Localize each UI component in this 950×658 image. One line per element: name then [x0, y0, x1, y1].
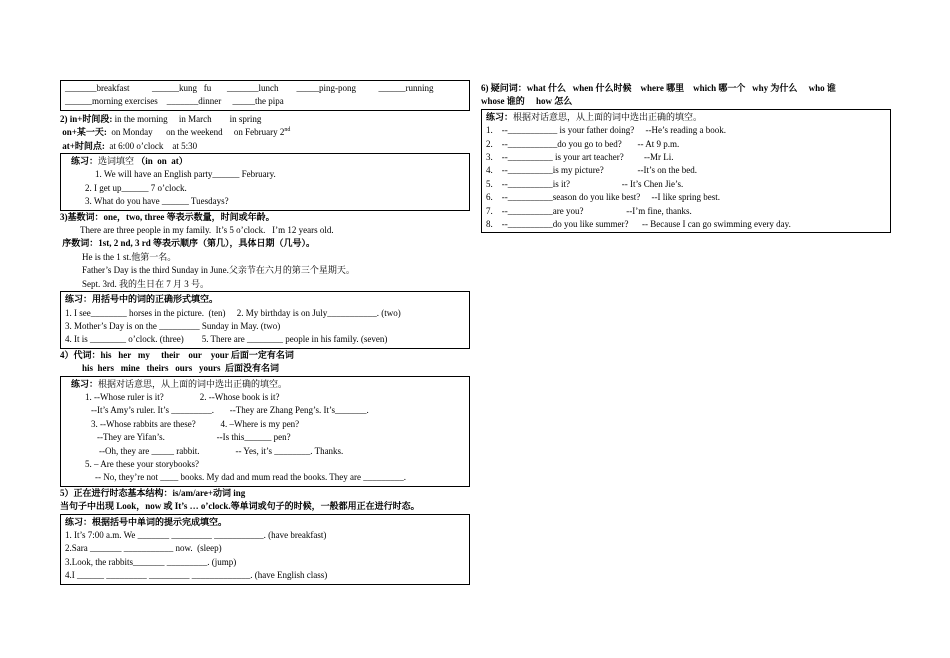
section-title: whose 谁的 how 怎么 [481, 96, 573, 107]
exercise-item: 3. Mother’s Day is on the _________ Sunday in May. (two) [65, 320, 281, 331]
superscript: nd [284, 127, 291, 134]
exercise-heading: 练习：用括号中的词的正确形式填空。 [65, 294, 219, 305]
exercise-label: 练习： [71, 378, 99, 389]
section-title: 序数词：1st, 2 nd, 3 rd 等表示顺序（第几），具体日期（几号）。 [60, 238, 316, 249]
section-text: Father’s Day is the third Sunday in June.父亲节在六月的第三个星期天。 [82, 265, 355, 276]
section-text: at 6:00 o’clock at 5:30 [107, 140, 198, 151]
exercise-heading: 练习：根据括号中单词的提示完成填空。 [65, 516, 228, 527]
vocab-line: ______morning exercises _______dinner _____the pipa [65, 96, 284, 107]
section-text: Sept. 3rd. 我的生日在 7 月 3 号。 [82, 278, 209, 289]
exercise-label: 练习： [71, 156, 99, 167]
exercise-heading [65, 378, 465, 391]
section-title: 2) in+时间段: [60, 113, 115, 124]
section-text: He is the 1 st.他第一名。 [82, 251, 177, 262]
section-title: at+时间点: [60, 140, 108, 151]
exercise-item: 4.I ______ _________ _________ _____________. (have English class) [65, 570, 328, 581]
exercise-item: 3.Look, the rabbits_______ _________. (jump) [65, 556, 237, 567]
exercise-item: 6. --__________season do you like best? --I like spring best. [486, 192, 720, 203]
left-column [60, 80, 470, 585]
exercise-box-numbers [60, 291, 470, 349]
exercise-item: 1. It’s 7:00 a.m. We _______ _________ ___________. (have breakfast) [65, 530, 327, 540]
exercise-item: 2. --___________do you go to bed? -- At 9 p.m. [486, 138, 680, 149]
section-text: There are three people in my family. It’s 5 o’clock. I’m 12 years old. [80, 225, 334, 236]
section-time-prepositions [60, 113, 470, 153]
exercise-options: （in on at） [136, 156, 188, 167]
exercise-item: 7. --__________are you? --I’m fine, thanks. [486, 205, 692, 216]
section-title: 当句子中出现 Look，now 或 It’s … o’clock.等单词或句子的时候，一般都用正在进行时态。 [60, 501, 420, 512]
exercise-box-question-words [481, 109, 891, 234]
exercise-box-pronouns [60, 376, 470, 487]
section-title: on+某一天: [60, 127, 110, 138]
exercise-item: 1. --Whose ruler is it? 2. --Whose book is it? [85, 391, 280, 402]
exercise-item: 5. – Are these your storybooks? [85, 458, 199, 469]
exercise-instruction: 选词填空 [98, 156, 137, 167]
exercise-item: 2.Sara _______ ___________ now. (sleep) [65, 543, 222, 554]
exercise-item: --Oh, they are _____ rabbit. -- Yes, it’s ________. Thanks. [99, 445, 344, 456]
vocab-box [60, 80, 470, 111]
exercise-item: 4. It is ________ o’clock. (three) 5. There are ________ people in his family. (seven) [65, 334, 388, 345]
section-line [60, 126, 470, 139]
exercise-box-prepositions [60, 153, 470, 211]
exercise-label: 练习： [486, 111, 514, 122]
exercise-instruction: 根据对话意思，从上面的词中选出正确的填空。 [513, 111, 703, 122]
exercise-item: --They are Yifan’s. --Is this______ pen? [97, 432, 291, 443]
section-title: 5）正在进行时态基本结构：is/am/are+动词 ing [60, 487, 246, 498]
exercise-instruction: 根据对话意思，从上面的词中选出正确的填空。 [98, 378, 288, 389]
exercise-item: 1. I see________ horses in the picture. (ten) 2. My birthday is on July___________. (two) [65, 307, 401, 318]
section-line [60, 113, 470, 126]
section-title: 6) 疑问词：what 什么 when 什么时候 where 哪里 which 哪一个 why 为什么 who 谁 [481, 83, 836, 93]
section-question-words [481, 82, 891, 109]
section-numbers [60, 211, 470, 291]
right-column [481, 80, 891, 233]
exercise-heading [486, 111, 886, 124]
section-pronouns [60, 349, 470, 376]
exercise-heading [65, 155, 465, 168]
section-title: 3)基数词：one，two, three 等表示数量，时间或年龄。 [60, 211, 275, 222]
section-line [60, 140, 470, 153]
section-text: on Monday on the weekend on February 2 [109, 127, 285, 138]
exercise-item: 8. --__________do you like summer? -- Because I can go swimming every day. [486, 219, 791, 230]
exercise-item: 3. What do you have ______ Tuesdays? [85, 196, 229, 207]
section-title: his hers mine theirs ours yours 后面没有名词 [82, 363, 280, 374]
exercise-item: 4. --__________is my picture? --It’s on the bed. [486, 165, 697, 176]
exercise-item: 3. --Whose rabbits are these? 4. –Where is my pen? [91, 418, 300, 429]
exercise-item: 3. --__________ is your art teacher? --Mr Li. [486, 152, 674, 163]
exercise-item: 1. We will have an English party______ February. [95, 169, 276, 180]
exercise-item: 1. --___________ is your father doing? --He’s reading a book. [486, 125, 726, 136]
exercise-box-present-continuous [60, 514, 470, 585]
exercise-item: --It’s Amy’s ruler. It’s _________. --They are Zhang Peng’s. It’s_______. [91, 405, 369, 416]
exercise-item: -- No, they’re not ____ books. My dad and mum read the books. They are _________. [95, 472, 407, 483]
exercise-item: 5. --__________is it? -- It’s Chen Jie’s. [486, 178, 684, 189]
section-text: in the morning in March in spring [114, 113, 262, 124]
exercise-item: 2. I get up______ 7 o’clock. [85, 182, 187, 193]
section-title: 4）代词：his her my their our your 后面一定有名词 [60, 349, 294, 360]
vocab-line: _______breakfast ______kung fu _______lunch _____ping-pong ______running [65, 83, 434, 93]
section-present-continuous [60, 487, 470, 514]
